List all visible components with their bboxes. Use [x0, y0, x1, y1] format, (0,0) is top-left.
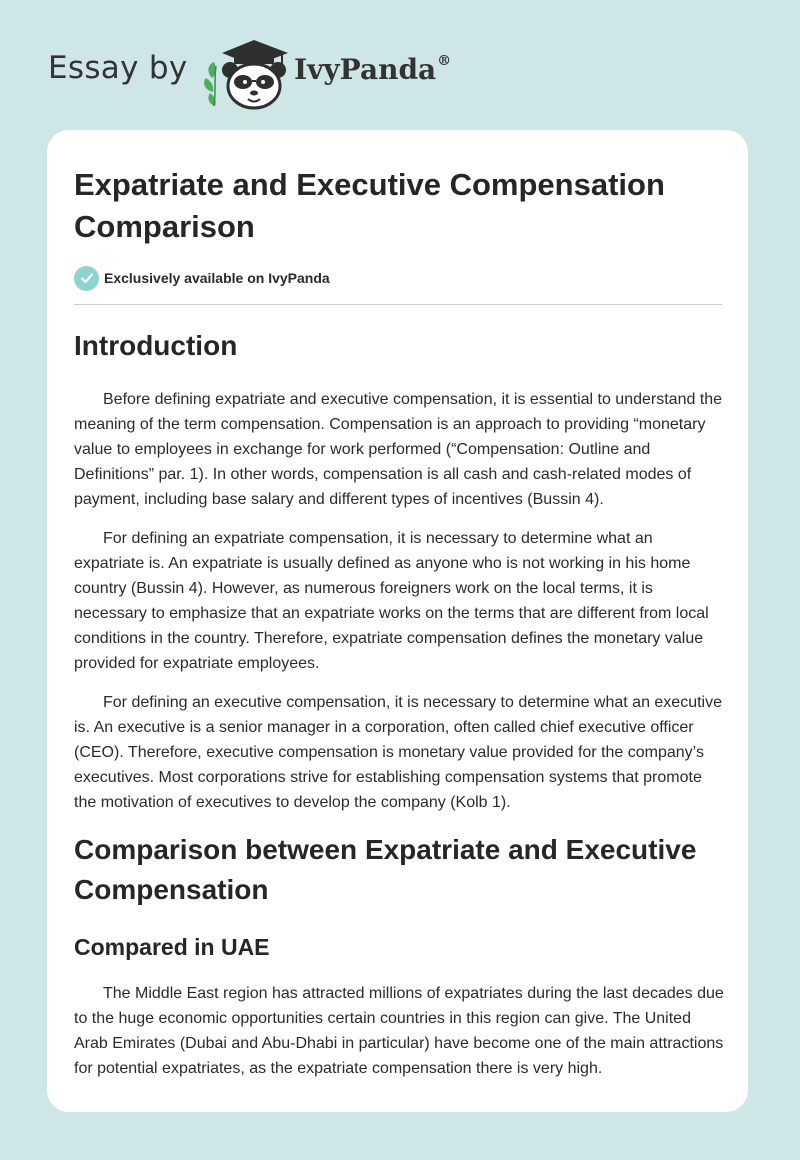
check-circle-icon	[74, 266, 99, 291]
comparison-heading: Comparison between Expatriate and Executive Compensation	[74, 834, 697, 905]
ivypanda-brand-name[interactable]: IvyPanda®	[294, 53, 452, 86]
introduction-paragraph: For defining an expatriate compensation, it is necessary to determine what an expatriate is. An expatriate is usually defined as anyone who is not working in his home country (Bussin 4). However, as numerous foreigners work on the local terms, it is necessary to emphasize that an expatriate works on the terms that are different from local conditions in the country. Therefore, expatriate compensation defines the monetary value provided for expatriate employees.	[74, 530, 709, 672]
page-title: Expatriate and Executive Compensation Comparison	[74, 167, 665, 244]
uae-paragraph: The Middle East region has attracted millions of expatriates during the last decades due to the huge economic opportunities certain countries in this region can give. The United Arab Emirates (Dubai and Abu-Dhabi in particular) have become one of the main attractions for potential expatriates, as the expatriate compensation there is very high.	[74, 985, 724, 1077]
introduction-paragraph: Before defining expatriate and executive compensation, it is essential to understand the meaning of the term compensation. Compensation is an approach to providing “monetary value to employees in exchange for work performed (“Compensation: Outline and Definitions” par. 1). In other words, compensation is all cash and cash-related modes of payment, including base salary and different types of incentives (Bussin 4).	[74, 391, 723, 508]
exclusive-badge-label: Exclusively available on IvyPanda	[104, 270, 330, 286]
essay-card	[47, 130, 748, 1112]
panda-logo-icon[interactable]	[202, 36, 292, 112]
registered-mark: ®	[437, 53, 452, 69]
site-header	[48, 32, 648, 112]
essay-by-label: Essay by	[48, 50, 188, 86]
introduction-heading: Introduction	[74, 330, 238, 361]
introduction-paragraph: For defining an executive compensation, it is necessary to determine what an executive is. An executive is a senior manager in a corporation, often called chief executive officer (CEO). Therefore, executive compensation is monetary value provided for the company’s executives. Most corporations strive for establishing compensation systems that promote the motivation of executives to develop the company (Kolb 1).	[74, 694, 722, 811]
uae-subheading: Compared in UAE	[74, 934, 270, 960]
exclusive-badge	[74, 265, 722, 291]
title-divider	[74, 304, 722, 305]
